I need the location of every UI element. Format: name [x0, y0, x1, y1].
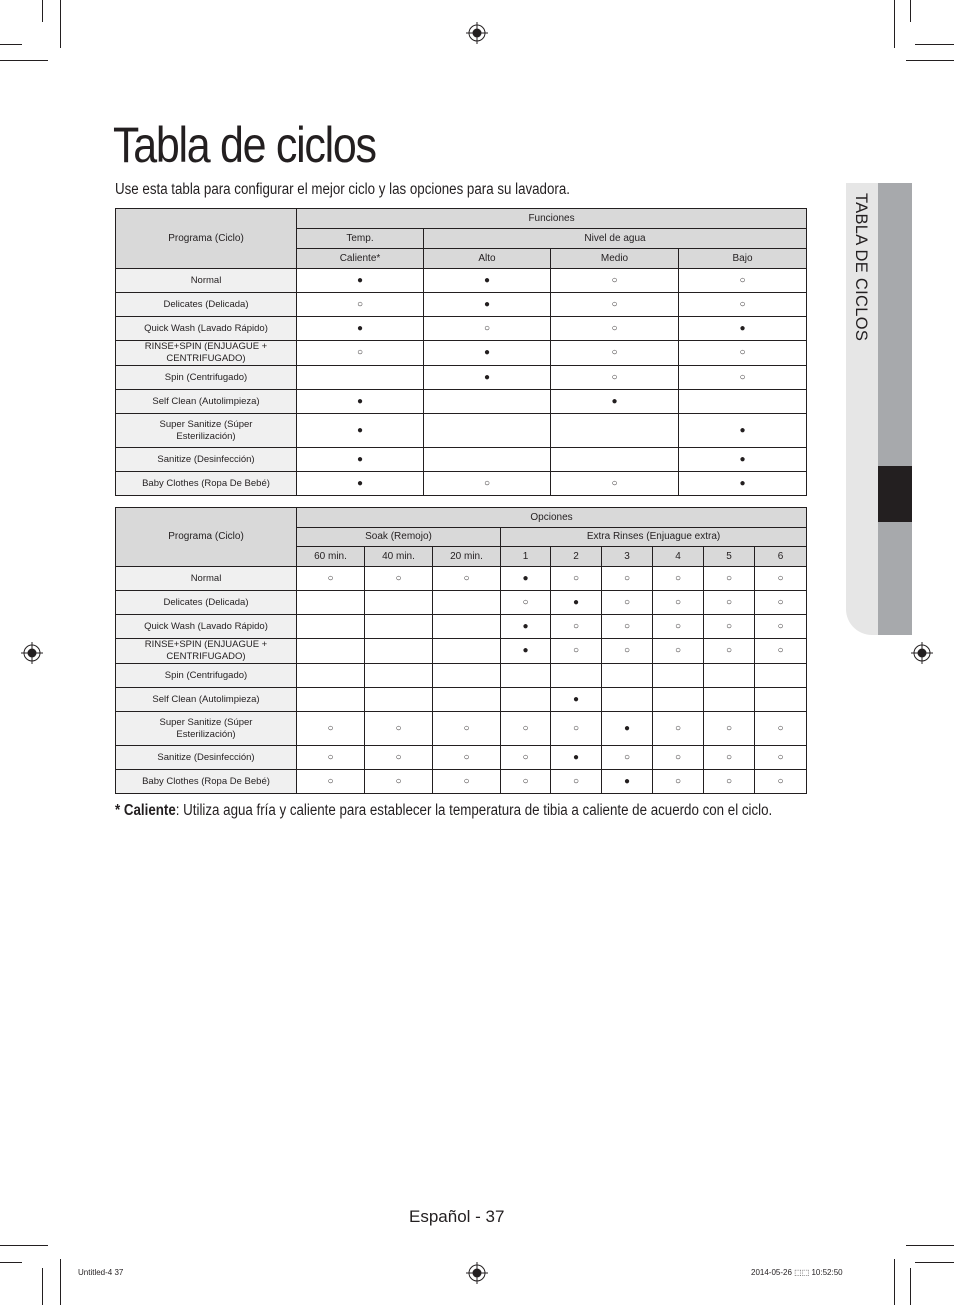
- functions-table: [115, 208, 807, 496]
- program-name: Spin (Centrifugado): [116, 366, 297, 390]
- empty-circle-icon: ○: [501, 770, 551, 794]
- empty-cell: [433, 639, 501, 664]
- empty-cell: [755, 688, 807, 712]
- filled-dot-icon: ●: [424, 293, 551, 317]
- empty-cell: [501, 688, 551, 712]
- filled-dot-icon: ●: [424, 341, 551, 366]
- table-row: [116, 664, 807, 688]
- empty-cell: [433, 664, 501, 688]
- empty-circle-icon: ○: [679, 293, 807, 317]
- empty-cell: [433, 688, 501, 712]
- filled-dot-icon: ●: [602, 712, 653, 746]
- side-tab-label: TABLA DE CICLOS: [852, 193, 870, 342]
- empty-circle-icon: ○: [653, 746, 704, 770]
- registration-mark-icon: [21, 642, 43, 664]
- column-header: Bajo: [679, 249, 807, 269]
- program-name: Quick Wash (Lavado Rápido): [116, 615, 297, 639]
- side-tab-marker: [878, 466, 912, 522]
- empty-circle-icon: ○: [704, 746, 755, 770]
- program-header: Programa (Ciclo): [116, 209, 297, 269]
- empty-circle-icon: ○: [551, 770, 602, 794]
- program-name: Normal: [116, 269, 297, 293]
- empty-circle-icon: ○: [433, 567, 501, 591]
- empty-cell: [551, 414, 679, 448]
- registration-mark-icon: [466, 1262, 488, 1284]
- program-name: Spin (Centrifugado): [116, 664, 297, 688]
- empty-circle-icon: ○: [755, 591, 807, 615]
- empty-cell: [602, 664, 653, 688]
- empty-cell: [297, 639, 365, 664]
- empty-circle-icon: ○: [433, 746, 501, 770]
- empty-circle-icon: ○: [433, 712, 501, 746]
- empty-circle-icon: ○: [551, 366, 679, 390]
- soak-header: Soak (Remojo): [297, 528, 501, 547]
- empty-circle-icon: ○: [653, 770, 704, 794]
- table-row: [116, 448, 807, 472]
- empty-circle-icon: ○: [602, 591, 653, 615]
- empty-cell: [365, 591, 433, 615]
- program-name: Normal: [116, 567, 297, 591]
- empty-cell: [501, 664, 551, 688]
- table-row: [116, 591, 807, 615]
- filled-dot-icon: ●: [551, 688, 602, 712]
- empty-circle-icon: ○: [297, 746, 365, 770]
- column-header: Medio: [551, 249, 679, 269]
- footnote-term: * Caliente: [115, 802, 176, 819]
- empty-circle-icon: ○: [755, 770, 807, 794]
- empty-circle-icon: ○: [755, 639, 807, 664]
- empty-cell: [653, 664, 704, 688]
- empty-circle-icon: ○: [653, 615, 704, 639]
- program-name: Self Clean (Autolimpieza): [116, 688, 297, 712]
- table-row: [116, 639, 807, 664]
- empty-circle-icon: ○: [551, 567, 602, 591]
- empty-circle-icon: ○: [551, 269, 679, 293]
- empty-circle-icon: ○: [679, 366, 807, 390]
- empty-circle-icon: ○: [704, 712, 755, 746]
- empty-cell: [365, 639, 433, 664]
- empty-cell: [424, 414, 551, 448]
- empty-circle-icon: ○: [653, 712, 704, 746]
- functions-header: Funciones: [297, 209, 807, 229]
- empty-cell: [297, 591, 365, 615]
- side-tab-strip: [878, 183, 912, 635]
- empty-cell: [679, 390, 807, 414]
- filled-dot-icon: ●: [297, 472, 424, 496]
- empty-circle-icon: ○: [602, 639, 653, 664]
- page-title: Tabla de ciclos: [113, 117, 376, 173]
- filled-dot-icon: ●: [297, 414, 424, 448]
- empty-circle-icon: ○: [297, 567, 365, 591]
- filled-dot-icon: ●: [297, 269, 424, 293]
- table-row: [116, 615, 807, 639]
- filled-dot-icon: ●: [551, 390, 679, 414]
- extra-rinses-header: Extra Rinses (Enjuague extra): [501, 528, 807, 547]
- empty-cell: [424, 448, 551, 472]
- table-row: [116, 770, 807, 794]
- program-name: Super Sanitize (Súper Esterilización): [116, 712, 297, 746]
- table-row: [116, 712, 807, 746]
- empty-circle-icon: ○: [501, 591, 551, 615]
- column-header: Caliente*: [297, 249, 424, 269]
- filled-dot-icon: ●: [501, 615, 551, 639]
- empty-circle-icon: ○: [551, 317, 679, 341]
- empty-cell: [424, 390, 551, 414]
- empty-cell: [755, 664, 807, 688]
- program-header: Programa (Ciclo): [116, 508, 297, 567]
- filled-dot-icon: ●: [551, 746, 602, 770]
- filled-dot-icon: ●: [679, 472, 807, 496]
- empty-circle-icon: ○: [297, 341, 424, 366]
- empty-cell: [704, 688, 755, 712]
- empty-cell: [704, 664, 755, 688]
- empty-cell: [653, 688, 704, 712]
- empty-circle-icon: ○: [602, 567, 653, 591]
- column-header: 60 min.: [297, 547, 365, 567]
- filled-dot-icon: ●: [602, 770, 653, 794]
- column-header: 1: [501, 547, 551, 567]
- empty-circle-icon: ○: [297, 712, 365, 746]
- filled-dot-icon: ●: [551, 591, 602, 615]
- program-name: Baby Clothes (Ropa De Bebé): [116, 770, 297, 794]
- page-number: Español - 37: [409, 1207, 505, 1226]
- table-row: [116, 472, 807, 496]
- empty-circle-icon: ○: [424, 472, 551, 496]
- program-name: Quick Wash (Lavado Rápido): [116, 317, 297, 341]
- column-header: 4: [653, 547, 704, 567]
- empty-circle-icon: ○: [551, 712, 602, 746]
- program-name: RINSE+SPIN (ENJUAGUE + CENTRIFUGADO): [116, 341, 297, 366]
- empty-circle-icon: ○: [704, 770, 755, 794]
- registration-mark-icon: [466, 22, 488, 44]
- table-row: [116, 293, 807, 317]
- empty-cell: [365, 688, 433, 712]
- program-name: Self Clean (Autolimpieza): [116, 390, 297, 414]
- empty-circle-icon: ○: [755, 567, 807, 591]
- program-name: RINSE+SPIN (ENJUAGUE + CENTRIFUGADO): [116, 639, 297, 664]
- empty-circle-icon: ○: [297, 293, 424, 317]
- page-subtitle: Use esta tabla para configurar el mejor ciclo y las opciones para su lavadora.: [115, 181, 570, 198]
- program-name: Delicates (Delicada): [116, 293, 297, 317]
- empty-cell: [365, 615, 433, 639]
- empty-circle-icon: ○: [551, 615, 602, 639]
- empty-circle-icon: ○: [365, 746, 433, 770]
- empty-cell: [297, 664, 365, 688]
- empty-circle-icon: ○: [297, 770, 365, 794]
- empty-circle-icon: ○: [755, 746, 807, 770]
- table-row: [116, 341, 807, 366]
- filled-dot-icon: ●: [424, 366, 551, 390]
- table-row: [116, 269, 807, 293]
- empty-circle-icon: ○: [755, 615, 807, 639]
- water-level-header: Nivel de agua: [424, 229, 807, 249]
- empty-circle-icon: ○: [501, 712, 551, 746]
- program-name: Baby Clothes (Ropa De Bebé): [116, 472, 297, 496]
- table-row: [116, 390, 807, 414]
- program-name: Sanitize (Desinfección): [116, 746, 297, 770]
- filled-dot-icon: ●: [679, 448, 807, 472]
- empty-circle-icon: ○: [679, 269, 807, 293]
- table-row: [116, 688, 807, 712]
- filled-dot-icon: ●: [679, 317, 807, 341]
- filled-dot-icon: ●: [424, 269, 551, 293]
- filled-dot-icon: ●: [297, 390, 424, 414]
- column-header: 20 min.: [433, 547, 501, 567]
- empty-circle-icon: ○: [704, 591, 755, 615]
- filled-dot-icon: ●: [679, 414, 807, 448]
- empty-circle-icon: ○: [704, 639, 755, 664]
- options-table: [115, 507, 807, 794]
- empty-circle-icon: ○: [653, 639, 704, 664]
- empty-circle-icon: ○: [653, 567, 704, 591]
- empty-circle-icon: ○: [365, 567, 433, 591]
- empty-circle-icon: ○: [551, 341, 679, 366]
- column-header: 3: [602, 547, 653, 567]
- empty-circle-icon: ○: [551, 293, 679, 317]
- filled-dot-icon: ●: [297, 317, 424, 341]
- empty-circle-icon: ○: [653, 591, 704, 615]
- empty-cell: [551, 448, 679, 472]
- program-name: Sanitize (Desinfección): [116, 448, 297, 472]
- empty-circle-icon: ○: [679, 341, 807, 366]
- empty-circle-icon: ○: [551, 472, 679, 496]
- empty-circle-icon: ○: [424, 317, 551, 341]
- column-header: 6: [755, 547, 807, 567]
- empty-cell: [433, 591, 501, 615]
- program-name: Super Sanitize (Súper Esterilización): [116, 414, 297, 448]
- footnote-text: : Utiliza agua fría y caliente para establecer la temperatura de tibia a caliente de acuerdo con el ciclo.: [175, 802, 773, 819]
- column-header: 40 min.: [365, 547, 433, 567]
- options-header: Opciones: [297, 508, 807, 528]
- empty-cell: [297, 366, 424, 390]
- registration-mark-icon: [911, 642, 933, 664]
- empty-circle-icon: ○: [602, 615, 653, 639]
- filled-dot-icon: ●: [297, 448, 424, 472]
- empty-circle-icon: ○: [755, 712, 807, 746]
- empty-cell: [297, 615, 365, 639]
- empty-circle-icon: ○: [704, 567, 755, 591]
- empty-cell: [433, 615, 501, 639]
- table-row: [116, 317, 807, 341]
- print-slug-file: Untitled-4 37: [78, 1268, 124, 1277]
- empty-cell: [551, 664, 602, 688]
- empty-circle-icon: ○: [704, 615, 755, 639]
- print-slug-date: 2014-05-26 ⬚⬚ 10:52:50: [751, 1268, 843, 1277]
- table-row: [116, 366, 807, 390]
- column-header: 5: [704, 547, 755, 567]
- empty-circle-icon: ○: [433, 770, 501, 794]
- empty-circle-icon: ○: [602, 746, 653, 770]
- filled-dot-icon: ●: [501, 639, 551, 664]
- empty-cell: [297, 688, 365, 712]
- column-header: 2: [551, 547, 602, 567]
- program-name: Delicates (Delicada): [116, 591, 297, 615]
- empty-circle-icon: ○: [551, 639, 602, 664]
- table-row: [116, 414, 807, 448]
- empty-circle-icon: ○: [365, 770, 433, 794]
- empty-cell: [365, 664, 433, 688]
- empty-circle-icon: ○: [365, 712, 433, 746]
- temp-header: Temp.: [297, 229, 424, 249]
- filled-dot-icon: ●: [501, 567, 551, 591]
- column-header: Alto: [424, 249, 551, 269]
- table-row: [116, 746, 807, 770]
- footnote: [115, 802, 772, 820]
- empty-cell: [602, 688, 653, 712]
- empty-circle-icon: ○: [501, 746, 551, 770]
- table-row: [116, 567, 807, 591]
